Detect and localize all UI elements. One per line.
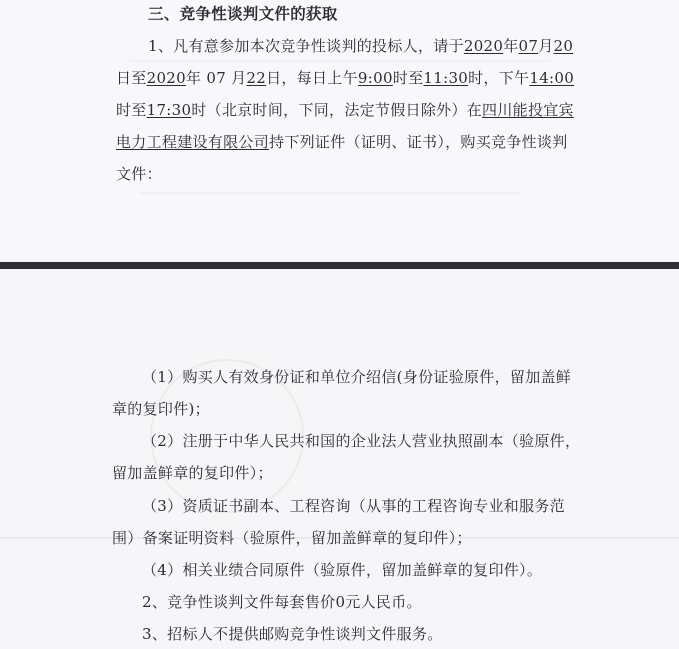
paragraph-2: 2、竞争性谈判文件每套售价0元人民币。 (142, 593, 422, 611)
page-divider (0, 262, 679, 269)
text-span: 时，下午 (468, 69, 530, 87)
text-span: 年 07 月 (185, 69, 247, 87)
bleed-through-line (140, 192, 520, 194)
paragraph-3: 3、招标人不提供邮购竞争性谈判文件服务。 (142, 625, 443, 643)
am-start-time: 9:00 (357, 69, 393, 87)
text-span: 年 (503, 37, 519, 55)
text-span: 时至 (116, 101, 147, 119)
company-name-part-1: 四川能投宜宾 (482, 101, 574, 119)
text-span: 日，每日上午 (266, 69, 358, 87)
text-span: 日至 (116, 69, 147, 87)
list-item-1-line-1: （1）购买人有效身份证和单位介绍信(身份证验原件，留加盖鲜 (142, 368, 572, 386)
pm-start-time: 14:00 (529, 69, 575, 87)
bleed-through-line (130, 60, 550, 62)
am-end-time: 11:30 (423, 69, 469, 87)
paragraph-1-line-5: 文件： (116, 165, 162, 183)
text-span: 时（北京时间，下同，法定节假日除外）在 (191, 101, 483, 119)
section-heading: 三、竞争性谈判文件的获取 (148, 4, 338, 23)
pm-end-time: 17:30 (146, 101, 192, 119)
end-year: 2020 (146, 69, 186, 87)
list-item-2-line-2: 留加盖鲜章的复印件）； (112, 464, 273, 482)
list-item-3-line-2: 围）备案证明资料（验原件，留加盖鲜章的复印件）； (112, 529, 472, 547)
end-day: 22 (246, 69, 267, 87)
text-span: 持下列证件（证明、证书），购买竞争性谈判 (269, 133, 568, 151)
start-year: 2020 (463, 37, 504, 55)
list-item-1-line-2: 章的复印件)； (112, 400, 210, 418)
start-day: 20 (553, 37, 574, 55)
text-span: 时至 (392, 69, 424, 87)
text-span: 1、凡有意参加本次竞争性谈判的投标人，请于 (148, 37, 464, 55)
company-name-part-2: 电力工程建设有限公司 (116, 133, 270, 151)
paragraph-1-line-3 (116, 100, 574, 120)
list-item-2-line-1: （2）注册于中华人民共和国的企业法人营业执照副本（验原件， (142, 432, 581, 450)
text-span: 月 (538, 37, 554, 55)
document-page-bottom (0, 269, 679, 649)
paragraph-1-line-2 (116, 68, 574, 88)
list-item-3-line-1: （3）资质证书副本、工程咨询（从事的工程咨询专业和服务范 (142, 497, 565, 515)
paragraph-1-line-1 (148, 36, 573, 56)
document-page-top (0, 0, 679, 262)
list-item-4-line-1: （4）相关业绩合同原件（验原件，留加盖鲜章的复印件）。 (142, 561, 543, 579)
paragraph-1-line-4 (116, 132, 568, 152)
start-month: 07 (518, 37, 539, 55)
